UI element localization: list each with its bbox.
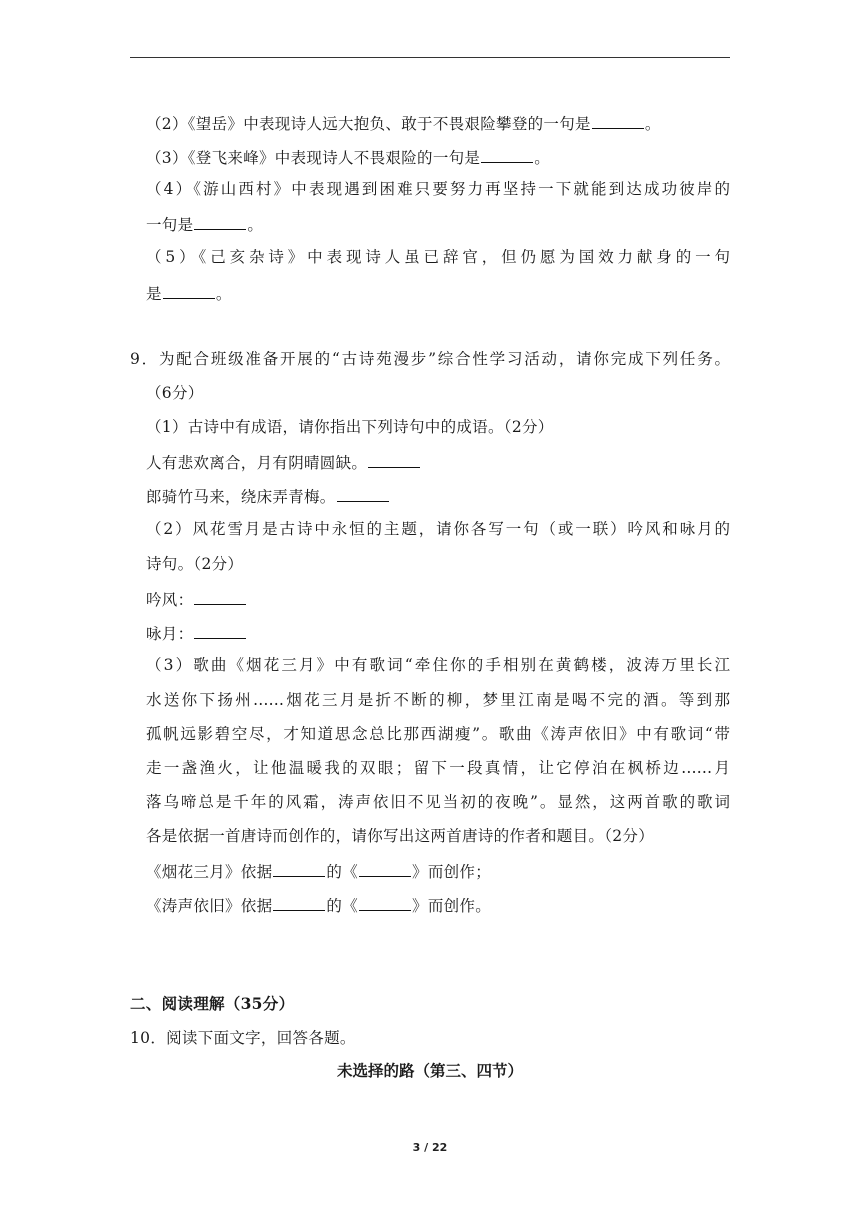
- q9-part-3-line-4: 走一盏渔火，让他温暖我的双眼；留下一段真情，让它停泊在枫桥边……月: [146, 759, 730, 777]
- q8-item-4-line1: （4）《游山西村》中表现遇到困难只要努力再坚持一下就能到达成功彼岸的: [146, 180, 730, 198]
- poem-title: 未选择的路（第三、四节）: [336, 1061, 523, 1080]
- q9-part-3-line-2: 水送你下扬州……烟花三月是折不断的柳，梦里江南是喝不完的酒。等到那: [146, 691, 730, 709]
- q9-wind-line: 吟风：: [146, 587, 247, 611]
- q10-prompt: 10．阅读下面文字，回答各题。: [130, 1029, 356, 1047]
- answer-blank[interactable]: [592, 111, 644, 129]
- answer-blank[interactable]: [194, 621, 246, 639]
- answer-blank[interactable]: [194, 587, 246, 605]
- q9-part-1: （1）古诗中有成语，请你指出下列诗句中的成语。（2分）: [146, 418, 554, 436]
- q9-part-1-line-1: 人有悲欢离合，月有阴晴圆缺。: [146, 450, 421, 474]
- author-blank[interactable]: [273, 893, 325, 911]
- q9-part-2: （2）风花雪月是古诗中永恒的主题，请你各写一句（或一联）吟风和咏月的: [146, 520, 730, 538]
- q9-song-2: 《涛声依旧》依据 的《 》而创作。: [146, 893, 491, 917]
- q8-item-3: （3）《登飞来峰》中表现诗人不畏艰险的一句是 。: [146, 145, 550, 169]
- q9-points: （6分）: [146, 384, 204, 402]
- answer-blank[interactable]: [194, 212, 246, 230]
- page-number: 3 / 22: [412, 1141, 448, 1154]
- answer-blank[interactable]: [163, 281, 215, 299]
- answer-blank[interactable]: [337, 484, 389, 502]
- q9-part-1-line-2: 郎骑竹马来，绕床弄青梅。: [146, 484, 390, 508]
- q8-item-5-line1: （5）《己亥杂诗》中表现诗人虽已辞官，但仍愿为国效力献身的一句: [146, 248, 730, 266]
- title-blank[interactable]: [359, 893, 411, 911]
- q9-part-3-line-1: （3）歌曲《烟花三月》中有歌词“牵住你的手相别在黄鹤楼，波涛万里长江: [146, 656, 730, 674]
- q8-item-5-line2: 是 。: [146, 281, 232, 305]
- q9-part-3-line-3: 孤帆远影碧空尽，才知道思念总比那西湖瘦”。歌曲《涛声依旧》中有歌词“带: [146, 725, 730, 743]
- q9-part-3-line-6: 各是依据一首唐诗而创作的，请你写出这两首唐诗的作者和题目。（2分）: [146, 827, 655, 845]
- author-blank[interactable]: [273, 859, 325, 877]
- section-heading: 二、阅读理解（35分）: [130, 994, 295, 1013]
- q8-item-2: （2）《望岳》中表现诗人远大抱负、敢于不畏艰险攀登的一句是 。: [146, 111, 661, 135]
- answer-blank[interactable]: [481, 145, 533, 163]
- q9-title: 9．为配合班级准备开展的“古诗苑漫步”综合性学习活动，请你完成下列任务。: [130, 350, 730, 368]
- q9-song-1: 《烟花三月》依据 的《 》而创作；: [146, 859, 491, 883]
- q8-item-4-line2: 一句是 。: [146, 212, 263, 236]
- header-rule: [130, 57, 730, 58]
- q9-moon-line: 咏月：: [146, 621, 247, 645]
- q9-part-2-line-2: 诗句。（2分）: [146, 555, 244, 573]
- q9-part-3-line-5: 落乌啼总是千年的风霜，涛声依旧不见当初的夜晚”。显然，这两首歌的歌词: [146, 793, 730, 811]
- answer-blank[interactable]: [368, 450, 420, 468]
- title-blank[interactable]: [359, 859, 411, 877]
